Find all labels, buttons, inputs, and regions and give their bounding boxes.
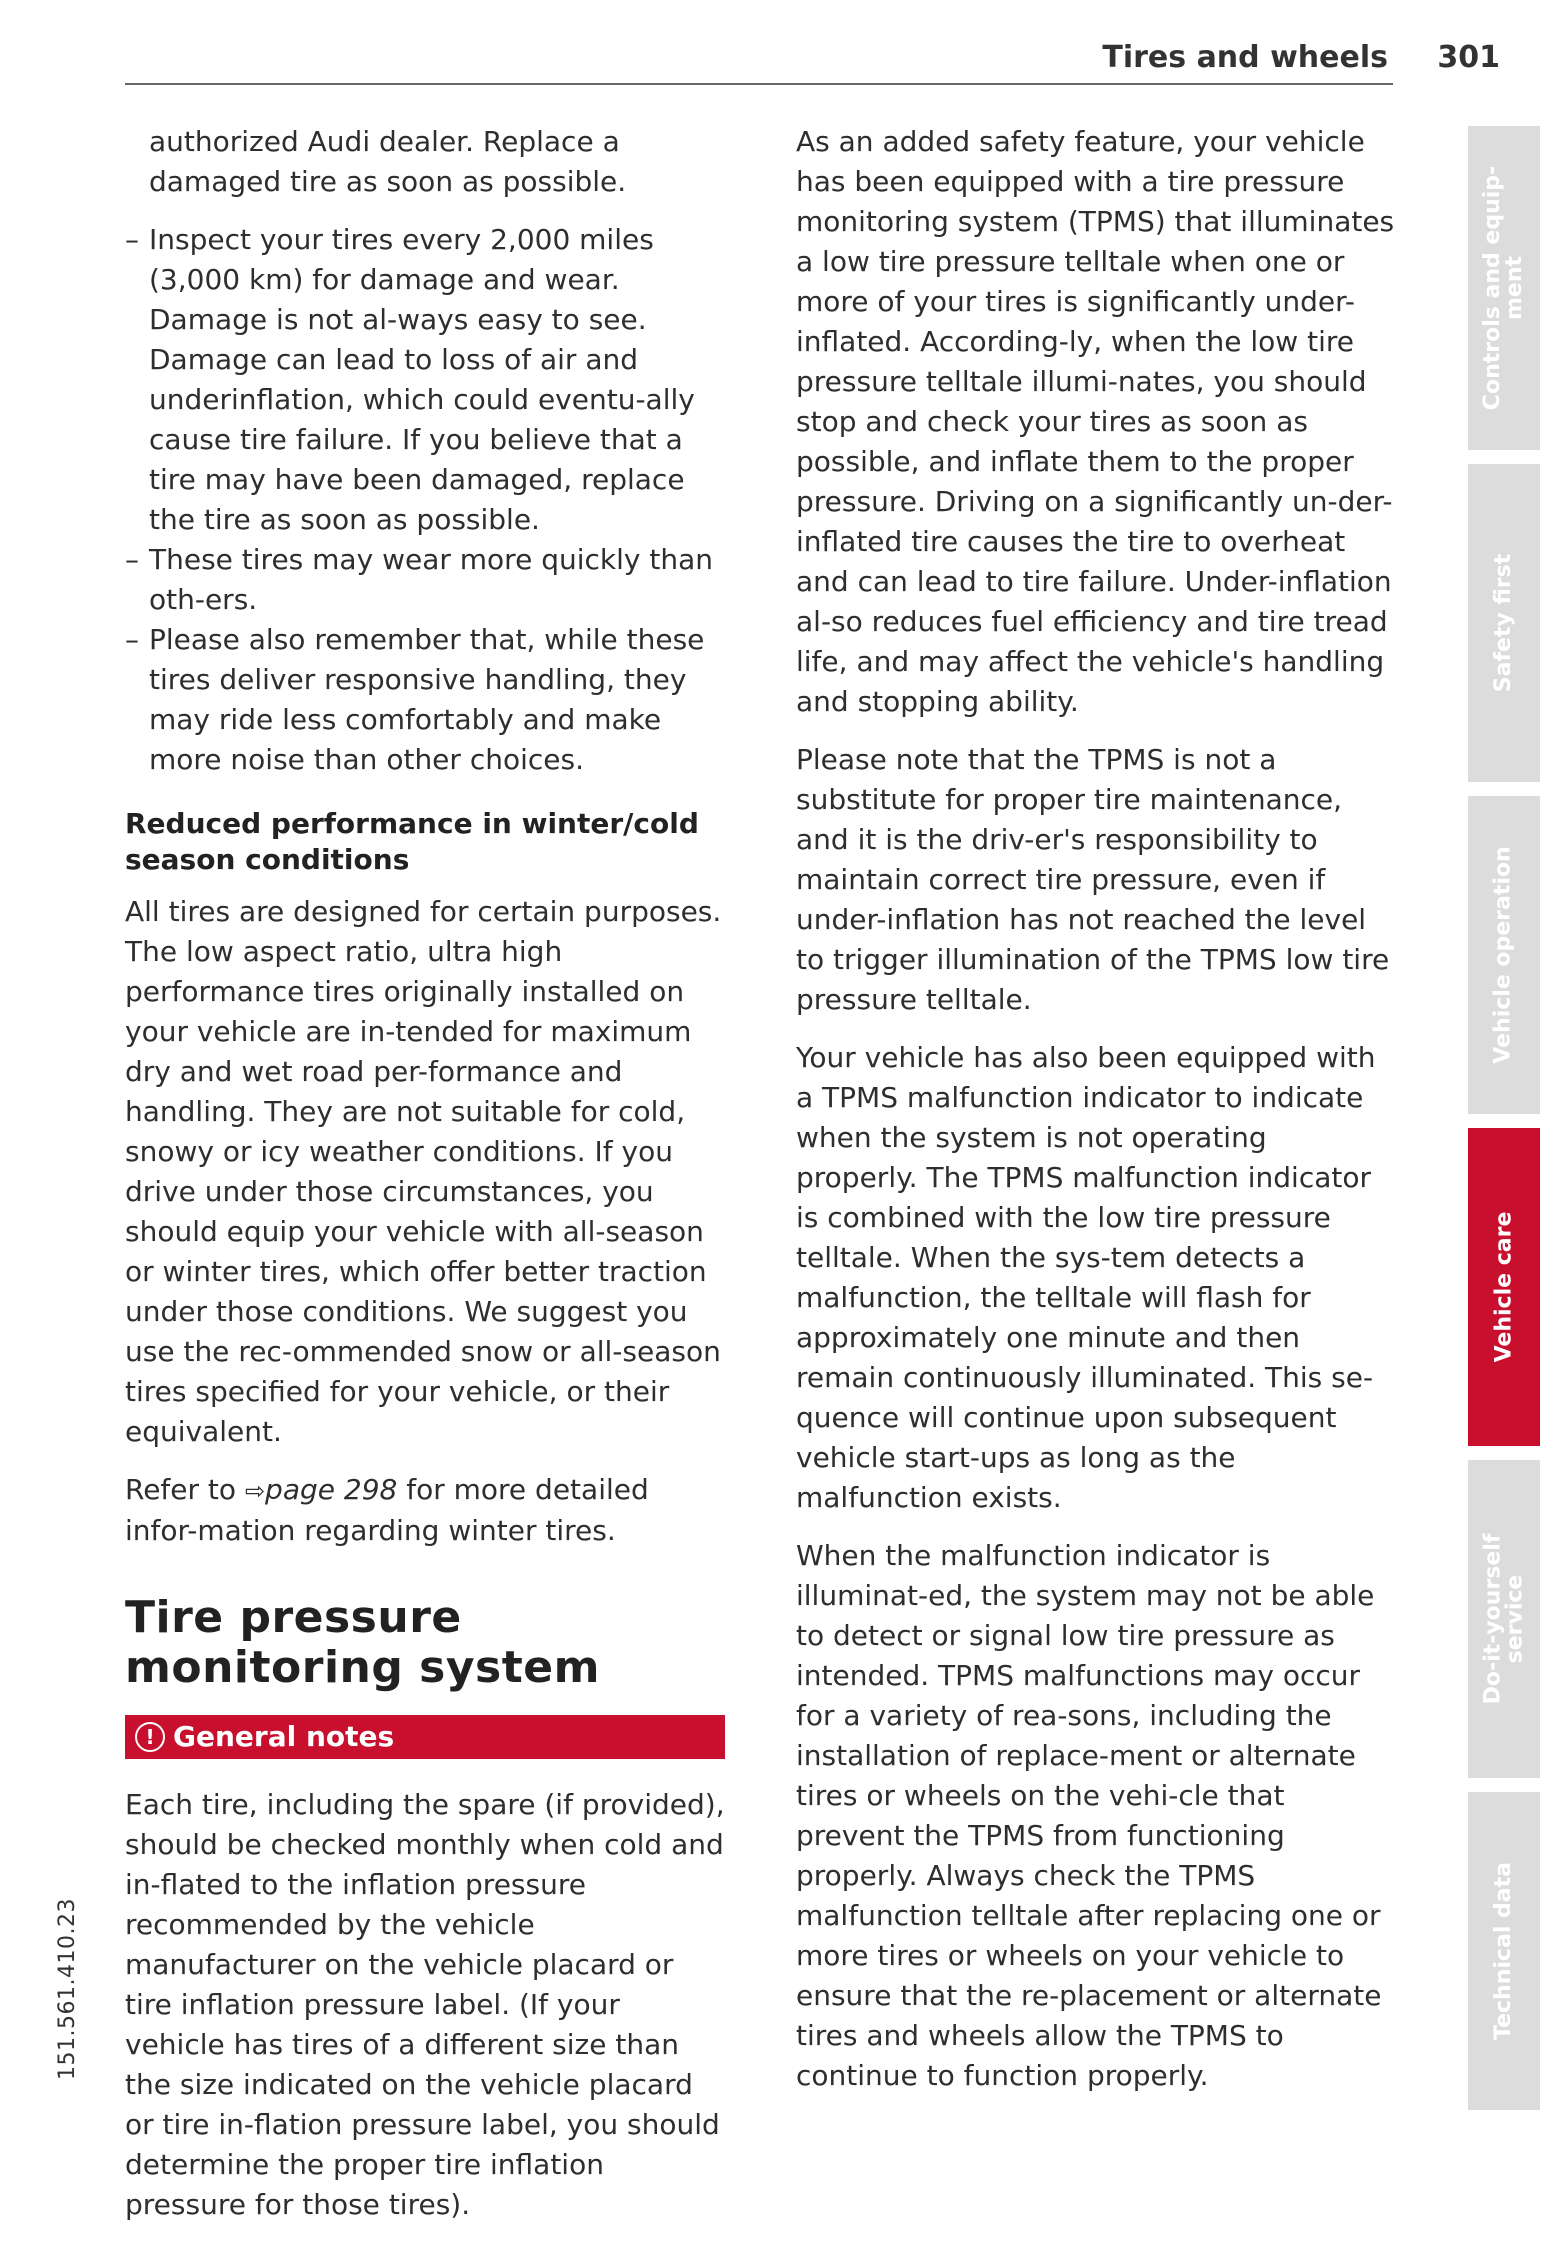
tab-label: Do-it-yourself service — [1480, 1533, 1528, 1705]
general-notes-bar — [125, 1715, 725, 1759]
tpms-paragraph: Please note that the TPMS is not a substitute for proper tire maintenance, and it is the driv-er's responsibility to maintain correct tire pressure, even if under-inflation has not reached the level to trigger illumination of the TPMS low tire pressure telltale. — [796, 743, 1390, 1016]
refer-suffix: for more detailed infor-mation regarding winter tires. — [125, 1473, 649, 1547]
tab-label: Vehicle operation — [1491, 846, 1517, 1064]
tab-label: Technical data — [1491, 1862, 1516, 2040]
refer-paragraph — [125, 1470, 725, 1551]
list-item: – Please also remember that, while these tires deliver responsive handling, they may ride less comfortably and make more noise than other choices. — [125, 620, 725, 780]
list-item: – Inspect your tires every 2,000 miles (3,000 km) for damage and wear. Damage is not al-ways easy to see. Damage can lead to loss of air and underinflation, which could eventu-ally cause tire failure. If you believe that a tire may have been damaged, replace the tire as soon as possible. — [125, 220, 725, 540]
tab-technical-data[interactable] — [1468, 1792, 1540, 2110]
page-number: 301 — [1437, 40, 1500, 75]
warning-icon: ! — [135, 1722, 165, 1752]
tpms-paragraph: As an added safety feature, your vehicle has been equipped with a tire pressure monitoring system (TPMS) that illuminates a low tire pressure telltale when one or more of your tires is significantly under-inflated. According-ly, when the low tire pressure telltale illumi-nates, you should stop and check your tires as soon as possible, and inflate them to the proper pressure. Driving on a significantly un-der-inflated tire causes the tire to overheat and can lead to tire failure. Under-inflation al-so reduces fuel efficiency and tire tread life, and may affect the vehicle's handling and stopping ability. — [796, 125, 1395, 718]
tire-inspection-list — [125, 220, 725, 780]
tab-label: Vehicle care — [1491, 1211, 1516, 1363]
tab-do-it-yourself-service[interactable] — [1468, 1460, 1540, 1778]
continuation-paragraph: authorized Audi dealer. Replace a damaged tire as soon as possible. — [149, 125, 627, 198]
arrow-right-icon: ⇨ — [244, 1477, 266, 1505]
tpms-paragraph: Your vehicle has also been equipped with a TPMS malfunction indicator to indicate when the system is not operating properly. The TPMS malfunction indicator is combined with the low tire pressure telltale. When the sys-tem detects a malfunction, the telltale will flash for approximately one minute and then remain continuously illuminated. This se-quence will continue upon subsequent vehicle start-ups as long as the malfunction exists. — [796, 1041, 1376, 1514]
section-title-line: monitoring system — [125, 1642, 600, 1693]
tab-safety-first[interactable] — [1468, 464, 1540, 782]
tab-label: Safety first — [1491, 553, 1516, 693]
section-title — [125, 1593, 725, 1693]
subheading-winter: Reduced performance in winter/cold season conditions — [125, 807, 699, 876]
notes-paragraph: Each tire, including the spare (if provided), should be checked monthly when cold and in-flated to the inflation pressure recommended by the vehicle manufacturer on the vehicle placard or tire inflation pressure label. (If your vehicle has tires of a different size than the size indicated on the vehicle placard or tire in-flation pressure label, you should determine the proper tire inflation pressure for those tires). — [125, 1788, 725, 2221]
header-title: Tires and wheels — [1102, 40, 1388, 75]
tab-controls-and-equipment[interactable] — [1468, 126, 1540, 450]
left-column — [125, 122, 725, 2243]
section-title-line: Tire pressure — [125, 1592, 462, 1643]
list-item: – These tires may wear more quickly than oth-ers. — [125, 540, 725, 620]
document-code: 151.561.410.23 — [55, 1898, 80, 2080]
tpms-paragraph: When the malfunction indicator is illuminat-ed, the system may not be able to detect or signal low tire pressure as intended. TPMS malfunctions may occur for a variety of rea-sons, including the installation of replace-ment or alternate tires or wheels on the vehi-cle that prevent the TPMS from functioning properly. Always check the TPMS malfunction telltale after replacing one or more tires or wheels on your vehicle to ensure that the re-placement or alternate tires and wheels allow the TPMS to continue to function properly. — [796, 1539, 1382, 2092]
refer-prefix: Refer to — [125, 1473, 245, 1506]
tab-label: Controls and equip- ment — [1480, 165, 1527, 411]
general-notes-label: General notes — [173, 1720, 395, 1753]
tab-vehicle-care[interactable] — [1468, 1128, 1540, 1446]
winter-paragraph: All tires are designed for certain purposes. The low aspect ratio, ultra high performance tires originally installed on your vehicle are in-tended for maximum dry and wet road per-formance and handling. They are not suitable for cold, snowy or icy weather conditions. If you drive under those circumstances, you should equip your vehicle with all-season or winter tires, which offer better traction under those conditions. We suggest you use the rec-ommended snow or all-season tires specified for your vehicle, or their equivalent. — [125, 895, 722, 1448]
right-column — [796, 122, 1396, 2114]
tab-vehicle-operation[interactable] — [1468, 796, 1540, 1114]
header-rule — [125, 83, 1393, 85]
page-reference-link[interactable]: page 298 — [265, 1473, 398, 1506]
